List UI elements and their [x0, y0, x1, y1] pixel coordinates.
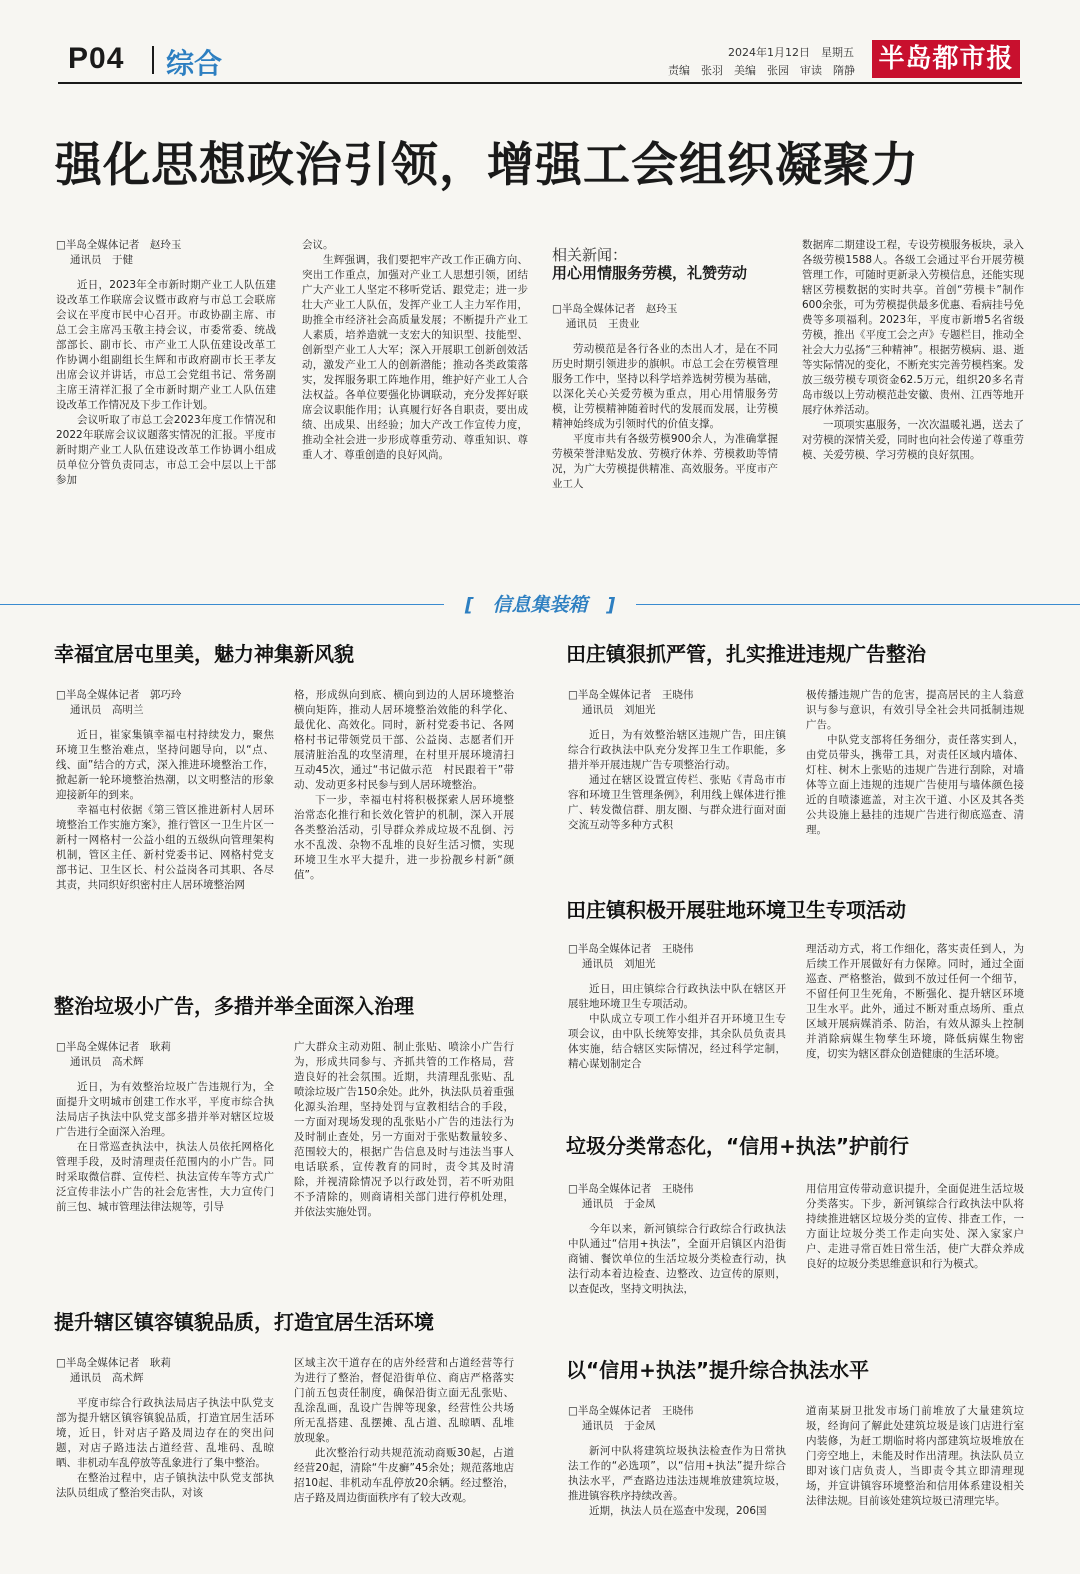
byline-correspondent: 通讯员 高术辉	[70, 1056, 144, 1068]
body-paragraph: 理活动方式，将工作细化，落实责任到人，为后续工作开展做好有力保障。同时，通过全面巡查、严格整治，做到不放过任何一个细节，不留任何卫生死角，不断强化、提升辖区环境卫生水平。此外，通过不断对重点场所、重点区域开展病媒消杀、防治，有效从源头上控制并消除病媒生物孳生环境，降低病媒生物密度，切实为辖区群众创造健康的生活环境。	[806, 943, 1024, 1060]
byline-correspondent: 通讯员 于健	[70, 254, 133, 266]
body-paragraph: 会议。	[302, 239, 334, 251]
related-news-title: 用心用情服务劳模，礼赞劳动	[552, 264, 748, 282]
body-paragraph: 在整治过程中，店子镇执法中队党支部执法队员组成了整治突击队，对该	[56, 1472, 274, 1499]
body-paragraph: 近日，2023年全市新时期产业工人队伍建设改革工作联席会议暨市政府与市总工会联席会议在平度市民中心召开。市政协副主席、市总工会主席冯玉敬主持会议，市委常委、统战部部长、副市长、市产业工人队伍建设改革工作协调小组副组长生辉和市政府副市长王孝友出席会议并讲话，市总工会党组书记、常务副主席王清祥汇报了全市新时期产业工人队伍建设改革工作情况及下步工作计划。	[56, 279, 276, 411]
divider-line-right	[634, 604, 1080, 605]
byline-reporter: □半岛全媒体记者 耿莉	[56, 1357, 171, 1369]
article-title: 田庄镇狠抓严管，扎实推进违规广告整治	[566, 642, 926, 666]
related-byline	[552, 302, 778, 332]
body-paragraph: 生辉强调，我们要把牢产改工作正确方向、突出工作重点，加强对产业工人思想引领，团结广大产业工人坚定不移听党话、跟党走；进一步壮大产业工人队伍，发挥产业工人主力军作用，助推全市经济社会高质量发展；不断提升产业工人素质，培养造就一支宏大的知识型、技能型、创新型产业工人大军；深入开展职工创新创效活动，激发产业工人的创新潜能；推动各类政策落实，发挥服务职工阵地作用，维护好产业工人合法权益。各单位要强化协调联动，充分发挥好联席会议职能作用；认真履行好各自职责，要出成绩、出成果、出经验；加大产改工作宣传力度，推动全社会进一步形成尊重劳动、尊重知识、尊重人才、尊重创造的良好风尚。	[302, 254, 528, 461]
header-separator	[152, 46, 154, 74]
article-col-right	[806, 1404, 1024, 1556]
byline-reporter: □半岛全媒体记者 王晓伟	[568, 1405, 694, 1417]
article-col-right	[806, 1182, 1024, 1316]
article-col-right	[806, 942, 1024, 1106]
body-paragraph: 中队成立专项工作小组并召开环境卫生专项会议，由中队长统筹安排，其余队员负责具体实施，结合辖区实际情况，经过科学定制，精心谋划制定合	[568, 1013, 786, 1070]
article-col-left	[56, 1040, 274, 1264]
article-title: 以“信用+执法”提升综合执法水平	[566, 1358, 870, 1382]
page-header	[0, 0, 1080, 100]
related-article-col-2	[802, 238, 1024, 556]
byline-correspondent: 通讯员 于金凤	[582, 1198, 656, 1210]
lead-byline	[56, 238, 276, 268]
body-paragraph: 通过在辖区设置宣传栏、张贴《青岛市市容和环境卫生管理条例》，利用线上媒体进行推广、转发微信群、朋友圈、与群众进行面对面交流互动等多种方式积	[568, 774, 786, 831]
article-col-left	[56, 1356, 274, 1556]
divider-line-left	[0, 604, 446, 605]
body-paragraph: 广大群众主动劝阻、制止张贴、喷涂小广告行为，形成共同参与、齐抓共管的工作格局，营造良好的社会氛围。近期，共清理乱张贴、乱喷涂垃圾广告150余处。此外，执法队员着重强化源头治理，坚持处罚与宣教相结合的手段，一方面对现场发现的乱张贴小广告的违法行为及时制止查处，另一方面对于张贴数量较多、范围较大的，根据广告信息及时与违法当事人电话联系，宣传教育的同时，责令其及时清除，并视清除情况予以行政处罚，若不听劝阻不予清除的，则商请相关部门进行停机处理，并依法实施处罚。	[294, 1041, 514, 1218]
body-paragraph: 近日，崔家集镇幸福屯村持续发力，聚焦环境卫生整治难点，坚持问题导向，以“点、线、面”结合的方式，深入推进环境整治工作，掀起新一轮环境整治热潮，以文明整洁的形象迎接新年的到来。	[56, 729, 274, 801]
body-paragraph: 近日，为有效整治辖区违规广告，田庄镇综合行政执法中队充分发挥卫生工作职能，多措并举开展违规广告专项整治行动。	[568, 729, 786, 771]
article-title: 田庄镇积极开展驻地环境卫生专项活动	[566, 898, 906, 922]
body-paragraph: 新河中队将建筑垃圾执法检查作为日常执法工作的“必选项”，以“信用+执法”提升综合执法水平，严查路边违法违规堆放建筑垃圾，推进镇容秩序持续改善。	[568, 1445, 786, 1502]
related-news-label: 相关新闻：	[552, 246, 628, 264]
body-paragraph: 近期，执法人员在巡查中发现，206国	[589, 1505, 767, 1517]
body-paragraph: 下一步，幸福屯村将积极探索人居环境整治常态化推行和长效化管护的机制，深入开展各类整治活动，引导群众养成垃圾不乱倒、污水不乱泼、杂物不乱堆的良好生活习惯，实现环境卫生水平大提升，进一步扮靓乡村新“颜值”。	[294, 794, 514, 881]
main-headline: 强化思想政治引领，增强工会组织凝聚力	[55, 138, 919, 193]
info-box-label: [ 信息集装箱 ]	[444, 592, 636, 618]
body-paragraph: 此次整治行动共规范流动商贩30起，占道经营20起，清除“牛皮癣”45余处；规范落地店招10起、非机动车乱停放20余辆。经过整治，店子路及周边街面秩序有了较大改观。	[294, 1447, 514, 1504]
body-paragraph: 区域主次干道存在的店外经营和占道经营等行为进行了整治，督促沿街单位、商店严格落实门前五包责任制度，确保沿街立面无乱张贴、乱涂乱画，乱设广告牌等现象，经营性公共场所无乱搭建、乱摆摊、乱占道、乱晾晒、乱堆放现象。	[294, 1357, 514, 1444]
body-paragraph: 数据库二期建设工程，专设劳模服务板块，录入各级劳模1588人。各级工会通过平台开展劳模管理工作，可随时更新录入劳模信息，还能实现辖区劳模数据的实时共享。首创“劳模卡”制作600余张，可为劳模提供最多优惠、看病挂号免费等多项福利。2023年，平度市新增5名省级劳模，推出《平度工会之声》专题栏目，推动全社会大力弘扬“三种精神”。根据劳模病、退、逝等实际情况的变化，不断充实完善劳模档案。发放三级劳模专项资金62.5万元，组织20多名青岛市级以上劳动模范赴安徽、贵州、江西等地开展疗休养活动。	[802, 239, 1024, 416]
byline-correspondent: 通讯员 刘旭光	[582, 958, 656, 970]
byline-reporter: □半岛全媒体记者 郭巧玲	[56, 689, 182, 701]
article-title: 整治垃圾小广告，多措并举全面深入治理	[54, 994, 414, 1018]
byline-reporter: □半岛全媒体记者 赵玲玉	[56, 239, 182, 251]
editor-credits: 责编 张羽 美编 张园 审读 隋静	[668, 64, 855, 77]
page-number: P04	[68, 42, 125, 75]
body-paragraph: 今年以来，新河镇综合行政综合行政执法中队通过“信用+执法”，全面开启镇区内沿街商铺、餐饮单位的生活垃圾分类检查行动，执法行动本着边检查、边整改、边宣传的原则，以查促改，坚持文明执法，	[568, 1223, 786, 1295]
byline-reporter: □半岛全媒体记者 王晓伟	[568, 1183, 694, 1195]
body-paragraph: 在日常巡查执法中，执法人员依托网格化管理手段，及时清理责任范围内的小广告。同时采取微信群、宣传栏、执法宣传车等方式广泛宣传非法小广告的社会危害性，大力宣传门前三包、城市管理法律法规等，引导	[56, 1141, 274, 1213]
header-rule	[58, 82, 1022, 84]
body-paragraph: 平度市综合行政执法局店子执法中队党支部为提升辖区镇容镇貌品质，打造宜居生活环境，近日，针对店子路及周边存在的突出问题，对店子路违法占道经营、乱堆码、乱晾晒、非机动车乱停放等乱象进行了集中整治。	[56, 1397, 274, 1469]
body-paragraph: 用信用宣传带动意识提升，全面促进生活垃圾分类落实。下步，新河镇综合行政执法中队将持续推进辖区垃圾分类的宣传、排查工作，一方面让垃圾分类工作走向实处、深入家家户户、走进寻常百姓日常生活，使广大群众养成良好的垃圾分类思维意识和行为模式。	[806, 1183, 1024, 1270]
body-paragraph: 近日，田庄镇综合行政执法中队在辖区开展驻地环境卫生专项活动。	[568, 983, 786, 1010]
body-paragraph: 近日，为有效整治垃圾广告违规行为，全面提升文明城市创建工作水平，平度市综合执法局店子执法中队党支部多措并举对辖区垃圾广告进行全面深入治理。	[56, 1081, 274, 1138]
byline-reporter: □半岛全媒体记者 耿莉	[56, 1041, 171, 1053]
body-paragraph: 会议听取了市总工会2023年度工作情况和2022年联席会议议题落实情况的汇报。平度市新时期产业工人队伍建设改革工作协调小组成员单位分管负责同志，市总工会中层以上干部参加	[56, 414, 276, 486]
byline-correspondent: 通讯员 刘旭光	[582, 704, 656, 716]
body-paragraph: 劳动模范是各行各业的杰出人才，是在不同历史时期引领进步的旗帜。市总工会在劳模管理服务工作中，坚持以科学培养选树劳模为基础，以深化关心关爱劳模为重点，用心用情服务劳模，让劳模精神随着时代的发展而发展，让劳模精神始终成为引领时代的价值支撑。	[552, 343, 778, 430]
section-name: 综合	[166, 47, 223, 80]
byline-reporter: □半岛全媒体记者 赵玲玉	[552, 303, 678, 315]
article-col-left	[56, 688, 274, 950]
article-col-right	[294, 1356, 514, 1556]
body-paragraph: 极传播违规广告的危害，提高居民的主人翁意识与参与意识，有效引导全社会共同抵制违规广告。	[806, 689, 1024, 731]
lead-article-col-2	[302, 238, 528, 556]
body-paragraph: 道南某厨卫批发市场门前堆放了大量建筑垃圾，经询问了解此处建筑垃圾是该门店进行室内装修，为赶工期临时将内部建筑垃圾堆放在门旁空地上，未能及时作出清理。执法队员立即对该门店负责人，当即责令其立即清理现场，并宣讲镇容环境整治和信用体系建设相关法律法规。目前该处建筑垃圾已清理完毕。	[806, 1405, 1024, 1507]
issue-date: 2024年1月12日 星期五	[728, 46, 854, 59]
related-article-col-1	[552, 302, 778, 556]
article-title: 提升辖区镇容镇貌品质，打造宜居生活环境	[54, 1310, 434, 1334]
article-col-right	[294, 688, 514, 950]
byline-correspondent: 通讯员 于金凤	[582, 1420, 656, 1432]
byline-correspondent: 通讯员 高明兰	[70, 704, 144, 716]
article-title: 幸福宜居屯里美，魅力神集新风貌	[54, 642, 354, 666]
body-paragraph: 中队党支部将任务细分，责任落实到人，由党员带头，携带工具，对责任区域内墙体、灯柱、树木上张贴的违规广告进行刮除，对墙体等立面上违规的违规广告使用与墙体颜色接近的自喷漆遮盖，对主次干道、小区及其各类公共设施上悬挂的违规广告进行彻底巡查、清理。	[806, 734, 1024, 836]
byline-correspondent: 通讯员 王贵业	[566, 318, 640, 330]
body-paragraph: 一项项实惠服务，一次次温暖礼遇，送去了对劳模的深情关爱，同时也向社会传递了尊重劳模、关爱劳模、学习劳模的良好氛围。	[802, 419, 1024, 461]
article-col-right	[806, 688, 1024, 878]
byline-correspondent: 通讯员 高术辉	[70, 1372, 144, 1384]
body-paragraph: 幸福屯村依据《第三管区推进新村人居环境整治工作实施方案》，推行管区一卫生片区一新村一网格村一公益小组的五级纵向管理架构机制，管区主任、新村党委书记、网格村党支部书记、卫生区长、村公益岗各司其职、各尽其责，共同织好织密村庄人居环境整治网	[56, 804, 274, 891]
article-col-left	[568, 942, 786, 1106]
body-paragraph: 平度市共有各级劳模900余人，为准确掌握劳模荣誉津贴发放、劳模疗休养、劳模救助等情况，为广大劳模提供精准、高效服务。平度市产业工人	[552, 433, 778, 490]
article-col-left	[568, 1404, 786, 1556]
newspaper-logo: 半岛都市报	[872, 40, 1020, 78]
lead-article-col-1	[56, 238, 276, 556]
body-paragraph: 格，形成纵向到底、横向到边的人居环境整治横向矩阵，推动人居环境整治效能的科学化、最优化、高效化。同时，新村党委书记、各网格村书记带领党员干部、公益岗、志愿者们开展清脏治乱的攻坚清理，在村里开展环境清扫互动45次，通过“书记做示范 村民跟着干”带动、发动更多村民参与到人居环境整治。	[294, 689, 514, 791]
article-title: 垃圾分类常态化，“信用+执法”护前行	[566, 1134, 910, 1158]
article-col-right	[294, 1040, 514, 1264]
byline-reporter: □半岛全媒体记者 王晓伟	[568, 689, 694, 701]
byline-reporter: □半岛全媒体记者 王晓伟	[568, 943, 694, 955]
article-col-left	[568, 1182, 786, 1316]
article-col-left	[568, 688, 786, 878]
